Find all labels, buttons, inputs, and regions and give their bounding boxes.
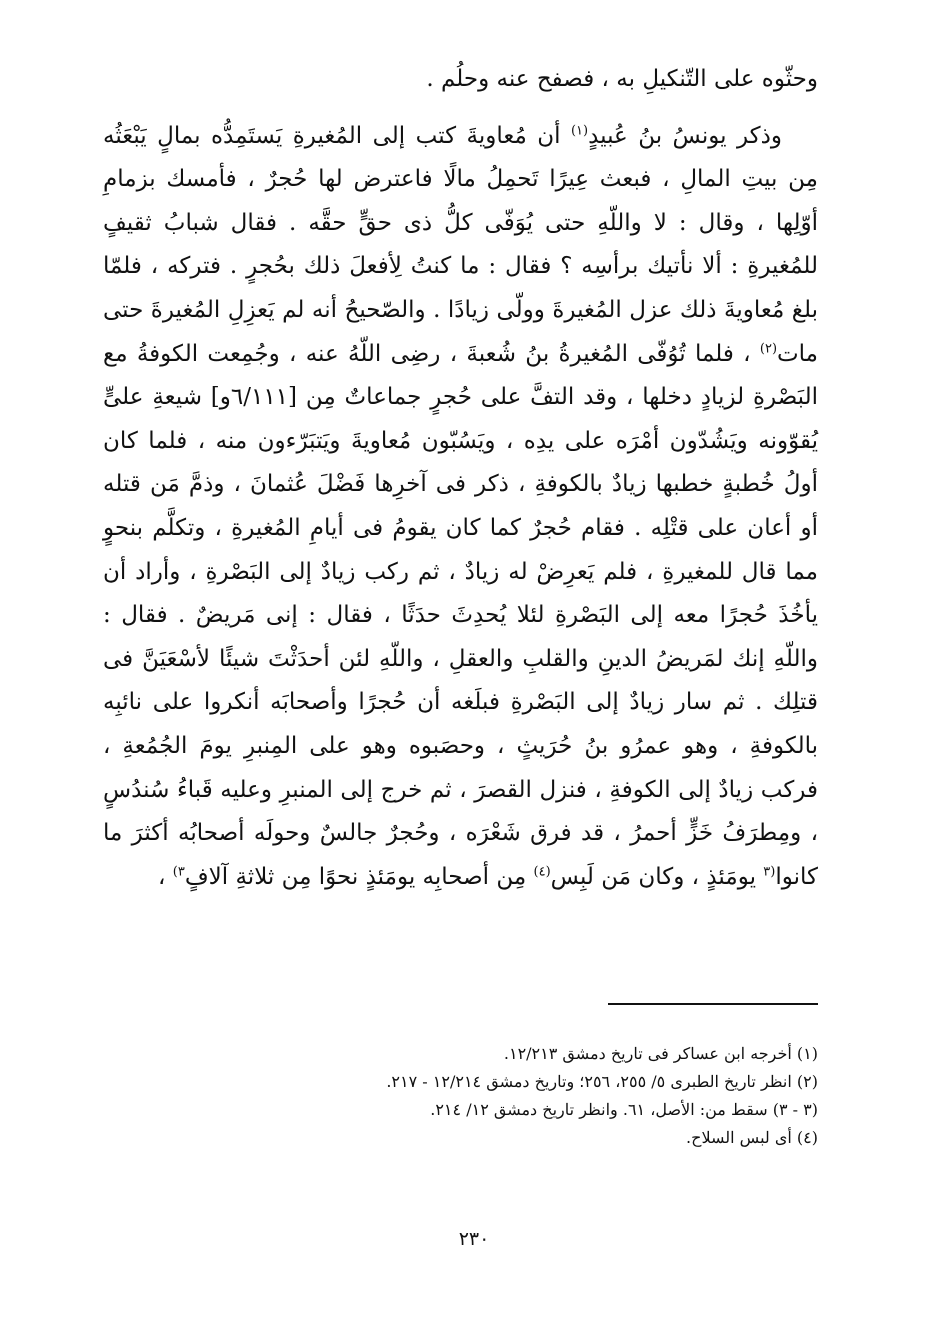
footnote-2: (٢) انظر تاريخ الطبرى ٥/ ٢٥٥، ٢٥٦؛ وتاريخ دمشق ١٢/٢١٤ - ٢١٧. <box>386 1072 818 1091</box>
main-paragraph <box>103 115 818 900</box>
footnote-4: (٤) أى لبس السلاح. <box>686 1128 818 1147</box>
footnote-marker-4: (٤) <box>533 864 551 880</box>
footnote-1: (١) أخرجه ابن عساكر فى تاريخ دمشق ١٢/٢١٣. <box>503 1044 818 1063</box>
footnote-marker-2: (٢) <box>759 340 778 356</box>
text-segment: ، <box>158 863 173 890</box>
footnote-marker-3-close: ٣) <box>172 864 185 880</box>
footnotes <box>103 1040 818 1152</box>
footnote-marker-3-open: (٣ <box>763 864 776 880</box>
footnote-marker-1: (١) <box>570 122 589 138</box>
footnote-separator <box>608 1003 818 1005</box>
footnote-3: (٣ - ٣) سقط من: الأصل، ٦١. وانظر تاريخ دمشق ١٢/ ٢١٤. <box>430 1100 818 1119</box>
text-segment: أن مُعاويةَ كتب إلى المُغيرةِ يَستَمِدُّه بمالٍ يَبْعَثُه مِن بيتِ المالِ ، فبعث عِيرًا تَحمِلُ مالًا فاعترض لها حُجرٌ ، فأمسك بزمامِ أوّلِها ، وقال : لا واللّهِ حتى يُوَفّى كلُّ ذى حقٍّ حقَّه . فقال شبابُ ثقيفٍ للمُغيرةِ : ألا نأتيك برأسِه ؟ فقال : ما كنتُ لِأفعلَ ذلك بحُجرٍ . فتركه ، فلمّا بلغ مُعاويةَ ذلك عزل المُغيرةَ وولّى زيادًا . والصّحيحُ أنه لم يَعزِلِ المُغيرةَ حتى مات <box>103 122 818 367</box>
opening-line: وحثّوه على التّنكيلِ به ، فصفح عنه وحلُم . <box>426 66 818 92</box>
text-segment: ، فلما تُوُفّى المُغيرةُ بنُ شُعبةَ ، رضِى اللّهُ عنه ، وجُمِعت الكوفةُ مع البَصْرةِ لزيادٍ دخلها ، وقد التفَّ على حُجرٍ جماعاتٌ مِن [٦/١١١و] شيعةِ علىٍّ يُقوّونه ويَشُدّون أمْرَه على يدِه ، ويَسُبّون مُعاويةَ ويَتبَرّءون منه ، فلما كان أولُ خُطبةٍ خطبها زيادٌ بالكوفةِ ، ذكر فى آخرِها فَضْلَ عُثمانَ ، وذمَّ مَن قتله أو أعان على قتْلِه . فقام حُجرٌ كما كان يقومُ فى أيامِ المُغيرةِ ، وتكلَّم بنحوٍ مما قال للمغيرةِ ، فلم يَعرِضْ له زيادٌ ، ثم ركب زيادٌ إلى البَصْرةِ ، وأراد أن يأخُذَ حُجرًا معه إلى البَصْرةِ لئلا يُحدِثَ حدَثًا ، فقال : إنى مَريضٌ . فقال : واللّهِ إنك لمَريضُ الدينِ والقلبِ والعقلِ ، واللّهِ لئن أحدَثْتَ شيئًا لأسْعَيَنَّ فى قتلِك . ثم سار زيادٌ إلى البَصْرةِ فبلَغه أن حُجرًا وأصحابَه أنكروا على نائبِه بالكوفةِ ، وهو عمرُو بنُ حُرَيثٍ ، وحصَبوه وهو على المِنبرِ يومَ الجُمُعةِ ، فركب زيادٌ إلى الكوفةِ ، فنزل القصرَ ، ثم خرج إلى المنبرِ وعليه قَباءُ سُندُسٍ ، ومِطرَفُ خَزٍّ أحمرُ ، قد فرق شَعْرَه ، وحُجرٌ جالسٌ وحولَه أصحابُه أكثرَ ما كانوا <box>103 340 818 890</box>
text-segment: يومَئذٍ ، وكان مَن لَبِس <box>550 863 764 890</box>
text-segment: وذكر يونسُ بنُ عُبيدٍ <box>588 122 782 149</box>
body-text <box>103 58 818 899</box>
page-number: ٢٣٠ <box>458 1228 490 1250</box>
text-segment: مِن أصحابِه يومَئذٍ نحوًا مِن ثلاثةِ آلافٍ <box>184 863 534 890</box>
